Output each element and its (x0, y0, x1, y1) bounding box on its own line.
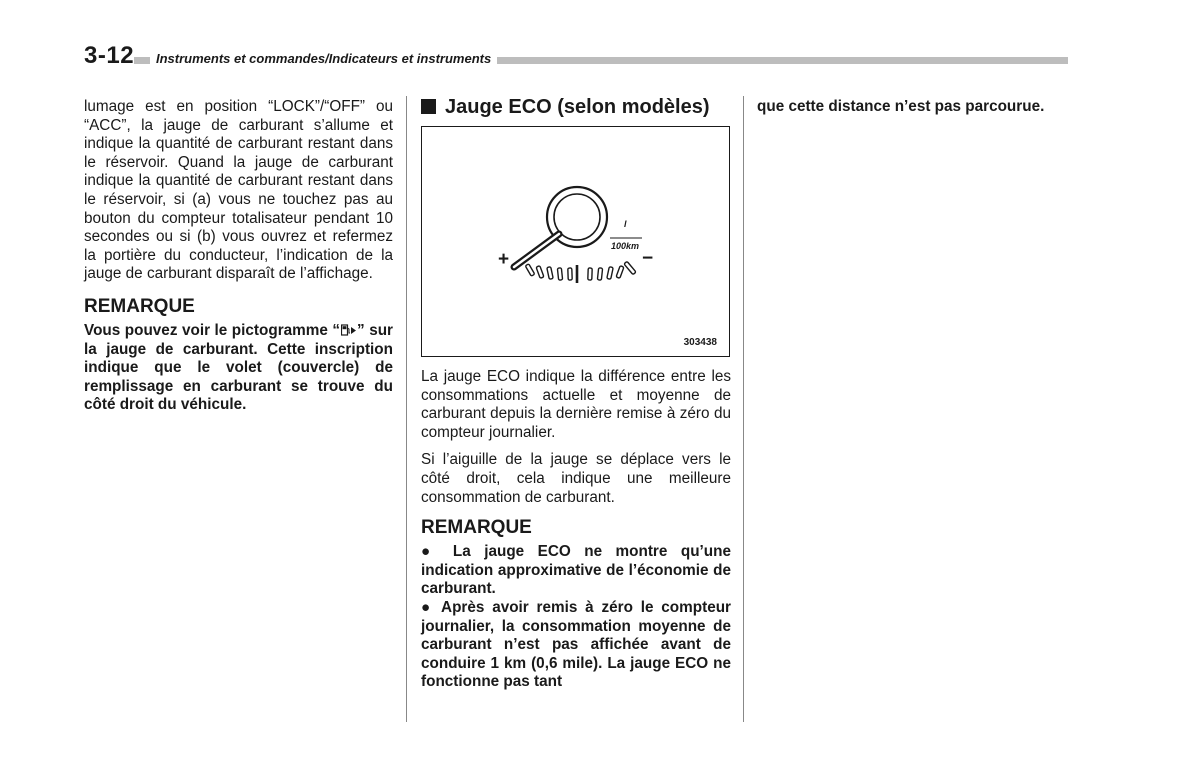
fuel-pump-arrow-icon (341, 324, 356, 337)
column-middle (421, 368, 731, 692)
note-heading: REMARQUE (84, 295, 195, 317)
square-bullet-icon (421, 99, 436, 114)
eco-gauge-figure (421, 126, 730, 357)
note-text (84, 322, 393, 415)
eco-gauge-illustration (422, 127, 731, 358)
column-left (84, 98, 393, 415)
figure-number: 303438 (683, 337, 717, 348)
column-divider-right (743, 96, 744, 722)
note-bullet-1: ● La jauge ECO ne montre qu’une indication approximative de l’économie de carburant. (421, 543, 731, 598)
gauge-plus-label: + (498, 249, 510, 270)
unit-denominator: 100km (611, 241, 640, 251)
note-heading: REMARQUE (421, 517, 532, 539)
column-right (757, 98, 1069, 117)
eco-gauge-paragraph-2: Si l’aiguille de la jauge se déplace vers le côté droit, cela indique une meilleure consommation de carburant. (421, 451, 731, 506)
note-bullet-2: ● Après avoir remis à zéro le compteur journalier, la consommation moyenne de carburant n’est pas affichée avant de conduire 1 km (0,6 mile). La jauge ECO ne fonctionne pas tant (421, 598, 731, 691)
page-number: 3-12 (84, 42, 135, 69)
header-section-title: Instruments et commandes/Indicateurs et instruments (150, 51, 497, 66)
note-text-before-icon: Vous pouvez voir le pictogramme “ (84, 321, 341, 339)
column-divider-left (406, 96, 407, 722)
note-continuation: que cette distance n’est pas parcourue. (757, 98, 1045, 115)
gauge-minus-label: − (642, 248, 654, 269)
unit-numerator: l (624, 219, 627, 229)
fuel-gauge-paragraph: lumage est en position “LOCK”/“OFF” ou “ACC”, la jauge de carburant s’allume et indique la quantité de carburant restant dans le réservoir. Quand la jauge de carburant indique la quantité de carburant restant dans le réservoir, si (a) vous ne touchez pas au bouton du compteur totalisateur pendant 10 secondes ou si (b) vous ouvrez et refermez la portière du conducteur, l’indication de la jauge de carburant disparaît de l’affichage. (84, 98, 393, 283)
eco-gauge-section-heading: Jauge ECO (selon modèles) (421, 96, 710, 119)
note-text-after-icon: ” sur la jauge de carburant. Cette inscription indique que le volet (couvercle) de remplissage en carburant se trouve du côté droit du véhicule. (84, 321, 393, 414)
eco-gauge-paragraph-1: La jauge ECO indique la différence entre les consommations actuelle et moyenne de carburant depuis la dernière remise à zéro du compteur journalier. (421, 368, 731, 441)
